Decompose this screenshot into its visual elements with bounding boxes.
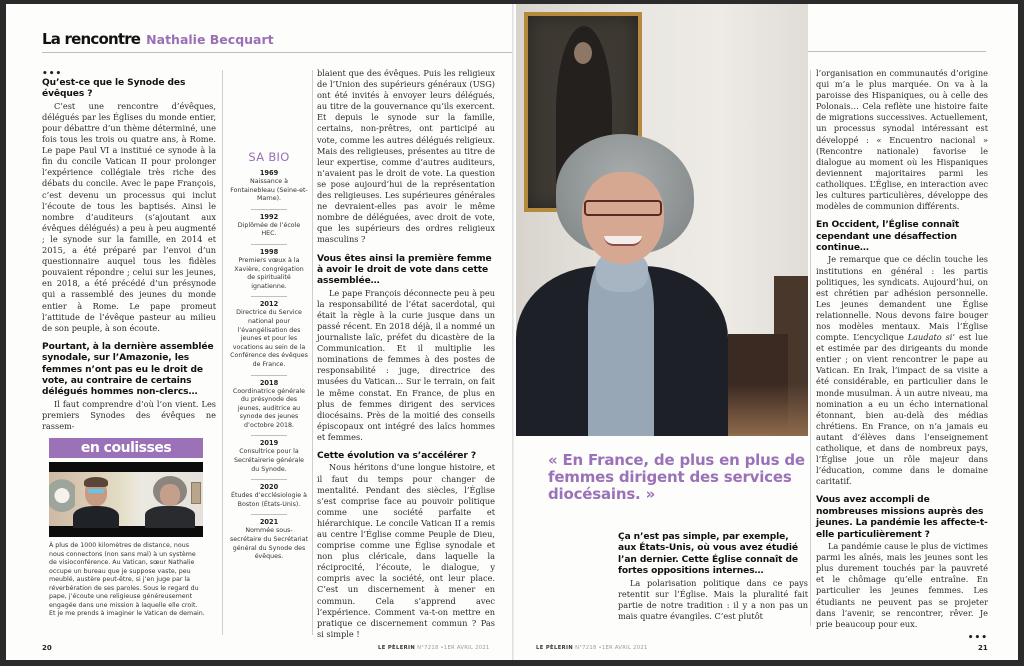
interviewee-name: Nathalie Becquart: [146, 32, 274, 47]
question-2: Pourtant, à la dernière assemblée synodale, sur l’Amazonie, les femmes n’ont pas eu le droit de vote, au contraire de certains délégués hommes non-clercs…: [42, 341, 214, 398]
bio-text: Nommée sous-secrétaire du Secrétariat général du Synode des évêques.: [230, 527, 308, 561]
bio-entry: [230, 376, 308, 436]
subject-glasses: [584, 200, 662, 216]
bio-entry: [230, 245, 308, 296]
bio-entry: [230, 515, 308, 566]
bio-text: Directrice du Service national pour l’évangélisation des jeunes et pour les vocations au sein de la Conférence des évêques de France.: [230, 309, 308, 368]
answer-4: Nous héritons d’une longue histoire, et il faut du temps pour changer de mentalité. Pendant des siècles, l’Église s’est comprise face au pouvoir politique comme une société parfaite et hiérarchique. Le concile Vatican II a remis au centre l’Église comme Peuple de Dieu, comprise comme une Église synodale et non plus cléricale, dans laquelle la réciprocité, l’écoute, le dialogue, y compris avec la société, ont leur place. C’est un discernement à mener en commun. Cela s’apprend avec l’expérience. Comment va-t-on mettre en pratique ce discernement commun ? Pas si simple !: [317, 462, 495, 639]
bio-year: 1969: [259, 169, 279, 177]
page-gutter: [512, 4, 514, 660]
subject-face: [582, 172, 664, 264]
coulisses-text: À plus de 1000 kilomètres de distance, nous nous connectons (non sans mal) à un système de visioconférence. Au Vatican, sœur Nathalie occupe un bureau que je suppose vaste, peu meublé, austère peut-être, si j’en juge par la réverbération de ses paroles. Sous le regard du pape, j’écoute une religieuse généreusement engagée dans une mission à laquelle elle croit. Et je me prends à imaginer le Vatican de demain.: [49, 542, 205, 617]
column-divider-3: [810, 70, 811, 626]
portrait-photo: [516, 4, 808, 436]
question-1: Qu’est-ce que le Synode des évêques ?: [42, 78, 186, 100]
answer-2-start: Il faut comprendre d’où l’on vient. Les premiers Synodes des évêques ne rassem-: [42, 398, 216, 431]
running-footer-left: [378, 645, 490, 651]
page-number-left: 20: [42, 644, 52, 652]
page-number-right: 21: [978, 644, 988, 652]
issue-date: N°7218 •1ER AVRIL 2021: [575, 645, 648, 651]
coulisses-heading: en coulisses: [49, 438, 203, 458]
nun-head: [160, 484, 180, 506]
bio-year: 2021: [259, 518, 279, 527]
bio-text: Coordinatrice générale du présynode des jeunes, auditrice au synode des jeunes d’octobre 2018.: [232, 387, 306, 429]
bio-entry: [230, 210, 308, 244]
answer-3: Le pape François déconnecte peu à peu la responsabilité de l’état sacerdotal, qui était la règle à la curie jusque dans un passé récent. En 2018 déjà, il a nommé un journaliste laïc, préfet du dicastère de la Communication. Et il multiplie les nominations de femmes à des postes de responsabilité : juge, directrice des musées du Vatican… Sur le terrain, on fait le même constat. En France, de plus en plus de femmes dirigent des services diocésains. Près de la moitié des conseils épiscopaux ont intégré des laïcs hommes et femmes.: [317, 287, 495, 442]
answer-6-part-2: est lue et estimée par des dirigeants du monde entier ; on vient rencontrer le pape au Vatican. En Irak, l’impact de sa visite a été considérable, en particulier dans le monde musulman. À un autre niveau, ma nomination a eu un écho international étonnant, bien au-delà des médias chrétiens. En France, on n’a jamais eu autant d’élèves dans l’enseignement catholique, et dans de nombreux pays, l’Église joue un rôle majeur dans l’éducation, comme dans le domaine caritatif.: [816, 332, 988, 487]
rubric-title: La rencontre: [42, 30, 141, 48]
subject-smile: [604, 236, 642, 246]
bio-text: Études d’ecclésiologie à Boston (États-Unis).: [231, 492, 307, 508]
running-footer-right: [536, 645, 648, 651]
bio-entry: [230, 480, 308, 514]
journalist-glasses: [88, 489, 104, 493]
answer-6: [816, 254, 988, 487]
bio-title: SA BIO: [248, 150, 290, 164]
header-rule-left: [42, 52, 512, 53]
bio-text: Naissance à Fontainebleau (Seine-et-Marne).: [230, 178, 308, 203]
question-4: Cette évolution va s’accélérer ?: [317, 451, 477, 462]
answer-5-continued: l’organisation en communautés d’origine qui m’a le plus marquée. On va à la paroisse des Hispaniques, ou à celle des Polonais… Cela reflète une histoire faite de migrations successives. Actuellement, un processus synodal intéressant est développé : « Encuentro nacional » (Rencontre nationale) favorise le dialogue au moment où les Hispaniques deviennent majoritaires parmi les catholiques. L’Église, en interaction avec les cultures particulières, développe des modèles de communion différents.: [816, 68, 988, 212]
magazine-name: LE PÈLERIN: [378, 645, 416, 651]
bio-year: 1998: [259, 247, 279, 256]
column-divider-2: [312, 70, 313, 635]
magazine-name: LE PÈLERIN: [536, 645, 574, 651]
column-4: [618, 532, 808, 622]
orchid-plant: [49, 478, 75, 522]
wall-picture: [191, 482, 201, 504]
journalist-body: [73, 506, 119, 528]
bio-sidebar: [230, 150, 308, 567]
question-6: En Occident, l’Église connaît cependant une désaffection continue…: [816, 220, 960, 254]
continuation-dots: •••: [42, 69, 63, 79]
magazine-spread: [6, 4, 1018, 660]
header-rule-right: [806, 51, 986, 52]
encyclical-title: Laudato si’: [907, 332, 956, 343]
bio-year: 2020: [259, 483, 279, 492]
painting-face: [574, 42, 592, 64]
bio-year: 2019: [259, 439, 279, 448]
question-5: Ça n’est pas simple, par exemple, aux États-Unis, où vous avez étudié l’an dernier. Cette Église connaît de fortes oppositions internes…: [618, 532, 798, 577]
video-call-image: [49, 462, 203, 537]
bio-entry: [230, 166, 308, 209]
answer-1: C’est une rencontre d’évêques, délégués par les Églises du monde entier, pour débattre d’un thème déterminé, une fois tous les trois ou quatre ans, à Rome. Le pape Paul VI a institué ce synode à la fin du concile Vatican II pour prolonger l’expérience collégiale très riche des débats du concile. Avec le pape François, c’est devenu un processus qui inclut l’écoute de tous les baptisés. Ainsi le nombre d’auditeurs (s’ajoutant aux évêques délégués) a peu à peu augmenté ; le synode sur la famille, en 2014 et 2015, a été préparé par l’envoi d’un questionnaire auquel tous les fidèles pouvaient répondre ; celui sur les jeunes, en 2018, a été précédé d’un présynode qui a rassemblé des jeunes du monde entier à Rome. Le pape promeut l’attitude de l’évêque pasteur au milieu de son peuple, à son écoute.: [42, 100, 216, 333]
column-divider-1: [222, 70, 223, 635]
column-3: [317, 68, 495, 640]
question-3: Vous êtes ainsi la première femme à avoir le droit de vote dans cette assemblée…: [317, 253, 492, 287]
journalist-hair: [84, 477, 108, 487]
answer-5: La polarisation politique dans ce pays retentit sur l’Église. Mais la pluralité fait partie de notre tradition : il y a non pas un mais quatre évangiles. C’est plutôt: [618, 577, 808, 621]
answer-7: La pandémie cause le plus de victimes parmi les aînés, mais les jeunes sont les plus durement touchés par la pauvreté et le chômage qu’elle entraîne. En particulier les jeunes femmes. Les étudiants ne peuvent pas se projeter dans l’avenir, se rencontrer, rêver. Je prie beaucoup pour eux.: [816, 541, 988, 629]
question-7: Vous avez accompli de nombreuses missions auprès des jeunes. La pandémie les affecte-t-elle particulièrement ?: [816, 495, 988, 540]
bio-year: 1992: [259, 212, 279, 221]
bio-text: Diplômée de l’école HEC.: [237, 221, 301, 238]
bio-year: 2018: [259, 378, 279, 387]
bio-entry: [230, 297, 308, 374]
answer-2-continued: blaient que des évêques. Puis les religieux de l’Union des supérieurs généraux (USG) ont été invités à envoyer leurs délégués, au titre de la gouvernance qu’ils exercent. Et depuis le synode sur la famille, certains, non-prêtres, ont participé au vote, comme les autres délégués religieux. Mais des religieuses, présentes au titre de leur expertise, comme d’autres auditeurs, n’avaient pas le droit de vote. La question se pose aujourd’hui de la représentation des religieuses. Les supérieures générales ne devraient-elles pas avoir le même nombre de déléguées, avec droit de vote, que les supérieurs des ordres religieux masculins ?: [317, 68, 495, 245]
bio-text: Premiers vœux à la Xavière, congrégation de spiritualité ignatienne.: [234, 256, 304, 290]
nun-body: [145, 506, 195, 528]
continuation-dots-end: •••: [967, 632, 988, 643]
bio-year: 2012: [259, 300, 279, 309]
pull-quote: « En France, de plus en plus de femmes dirigent des services diocésains. »: [548, 451, 805, 503]
answer-6-part-1: Je remarque que ce déclin touche les institutions en général : les partis politiques, les syndicats. Aujourd’hui, on est chrétien par adhésion personnelle. Les jeunes demandent une Église relationnelle. Nous devons faire bouger nos modèles mentaux. Mais l’Église compte. L’encyclique: [816, 254, 988, 343]
article-header: [42, 30, 274, 48]
issue-date: N°7218 •1ER AVRIL 2021: [417, 645, 490, 651]
column-5: [816, 68, 988, 642]
column-1: [42, 70, 216, 432]
bio-text: Consultrice pour la Secrétairerie générale du Synode.: [233, 448, 305, 473]
bio-entry: [230, 436, 308, 479]
